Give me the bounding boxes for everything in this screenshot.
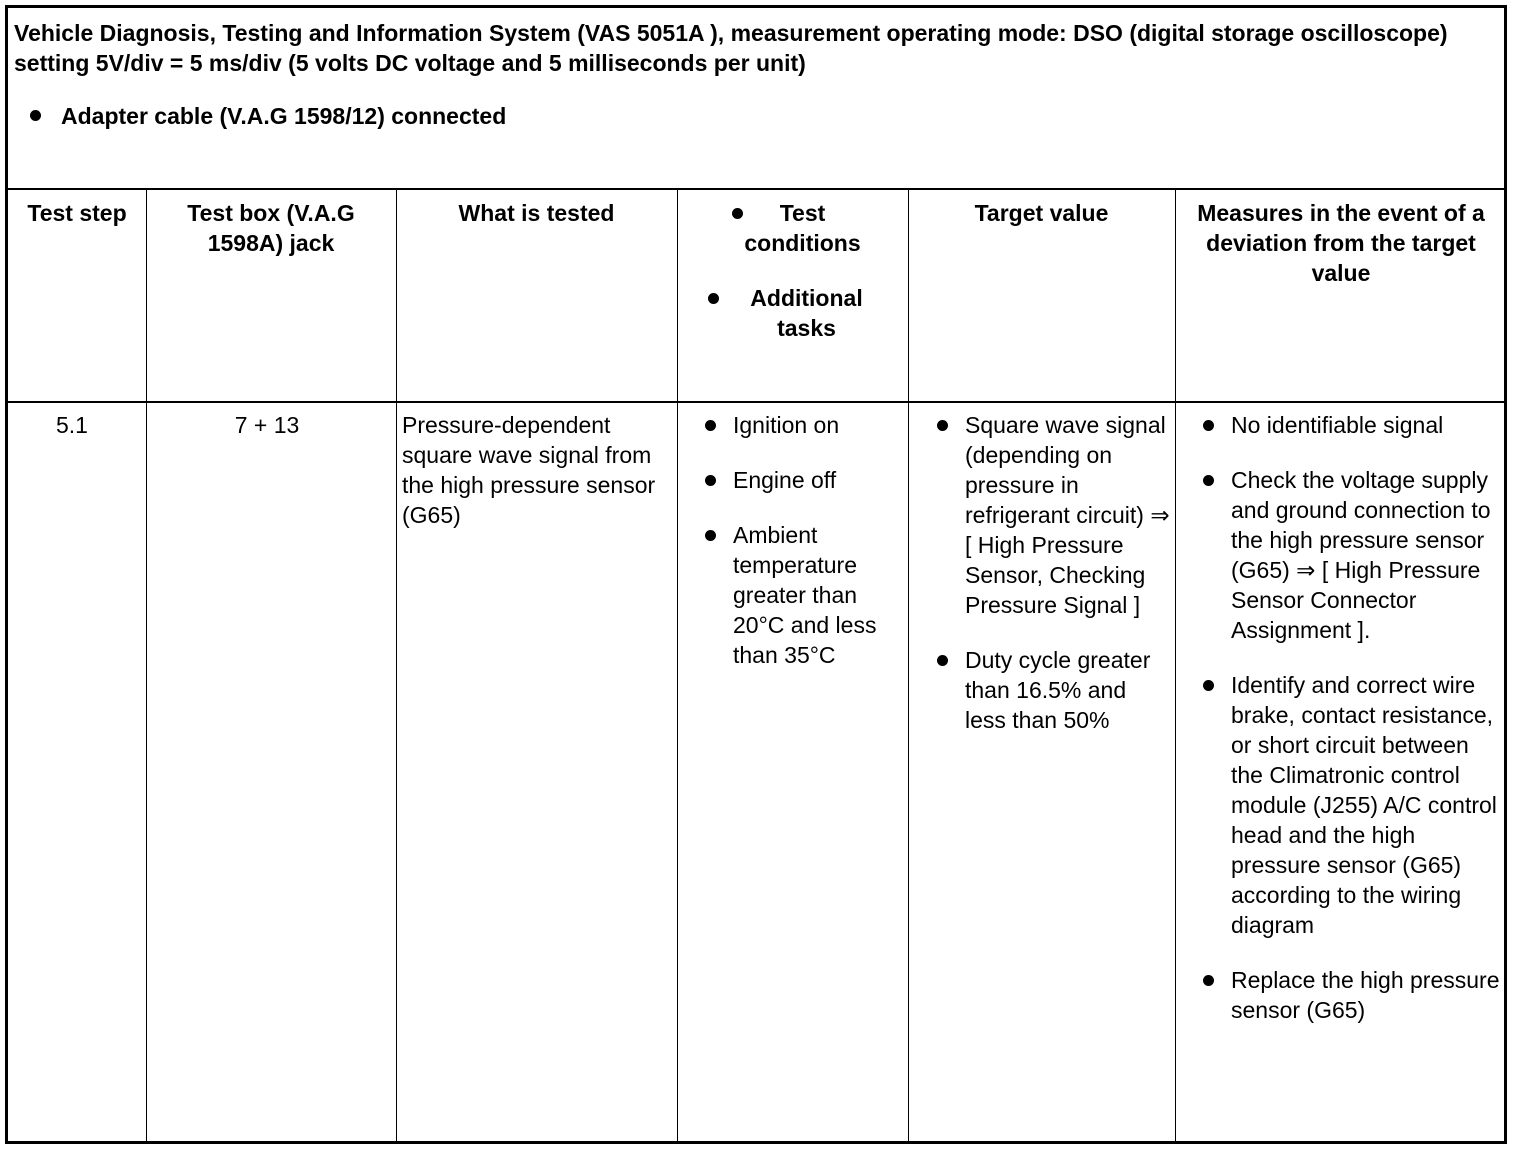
cell-test-conditions	[701, 410, 906, 695]
intro-heading: Vehicle Diagnosis, Testing and Information System (VAS 5051A ), measurement operating mode: DSO (digital storage oscilloscope) setting 5V/div = 5 ms/div (5 volts DC voltage and 5 milliseconds per unit)	[14, 20, 1448, 76]
header-what-is-tested: What is tested	[458, 200, 615, 226]
column-divider	[146, 190, 147, 1141]
bullet-icon	[708, 293, 719, 304]
target-list	[933, 410, 1173, 735]
header-condition-text: Test conditions	[744, 200, 861, 256]
header-test-step: Test step	[27, 200, 127, 226]
document-frame	[5, 5, 1507, 1144]
bullet-icon	[732, 208, 743, 219]
bullet-icon	[30, 110, 41, 121]
header-measures: Measures in the event of a deviation from the target value	[1197, 200, 1485, 286]
header-target-value: Target value	[974, 200, 1109, 226]
header-condition-item	[680, 198, 906, 258]
header-conditions-list	[680, 198, 906, 368]
condition-item: Ambient temperature greater than 20°C and less than 35°C	[701, 520, 906, 670]
header-test-box-jack: Test box (V.A.G 1598A) jack	[187, 200, 355, 256]
cell-test-step: 5.1	[56, 412, 88, 438]
header-condition-item	[680, 283, 906, 343]
intro-block	[8, 8, 1504, 190]
measure-item: Replace the high pressure sensor (G65)	[1199, 965, 1504, 1025]
intro-bullet-text: Adapter cable (V.A.G 1598/12) connected	[61, 103, 507, 129]
header-condition-text: Additional tasks	[750, 285, 863, 341]
intro-bullet-item	[30, 101, 506, 131]
column-divider	[908, 190, 909, 1141]
condition-item: Engine off	[701, 465, 906, 495]
measure-item: No identifiable signal	[1199, 410, 1504, 440]
cell-test-box-jack: 7 + 13	[234, 412, 300, 438]
column-divider	[396, 190, 397, 1141]
target-item: Square wave signal (depending on pressure in refrigerant circuit) ⇒ [ High Pressure Sensor, Checking Pressure Signal ]	[933, 410, 1173, 620]
column-divider	[1175, 190, 1176, 1141]
measure-item: Identify and correct wire brake, contact resistance, or short circuit between the Climatronic control module (J255) A/C control head and the high pressure sensor (G65) according to the wiring diagram	[1199, 670, 1504, 940]
header-row-divider	[8, 401, 1504, 403]
measure-item: Check the voltage supply and ground connection to the high pressure sensor (G65) ⇒ [ High Pressure Sensor Connector Assignment ].	[1199, 465, 1504, 645]
target-item: Duty cycle greater than 16.5% and less than 50%	[933, 645, 1173, 735]
cell-what-is-tested: Pressure-dependent square wave signal from the high pressure sensor (G65)	[402, 412, 656, 528]
condition-item: Ignition on	[701, 410, 906, 440]
conditions-list	[701, 410, 906, 670]
header-test-conditions	[677, 198, 908, 368]
cell-measures	[1199, 410, 1504, 1050]
measures-list	[1199, 410, 1504, 1025]
cell-target-value	[933, 410, 1173, 760]
